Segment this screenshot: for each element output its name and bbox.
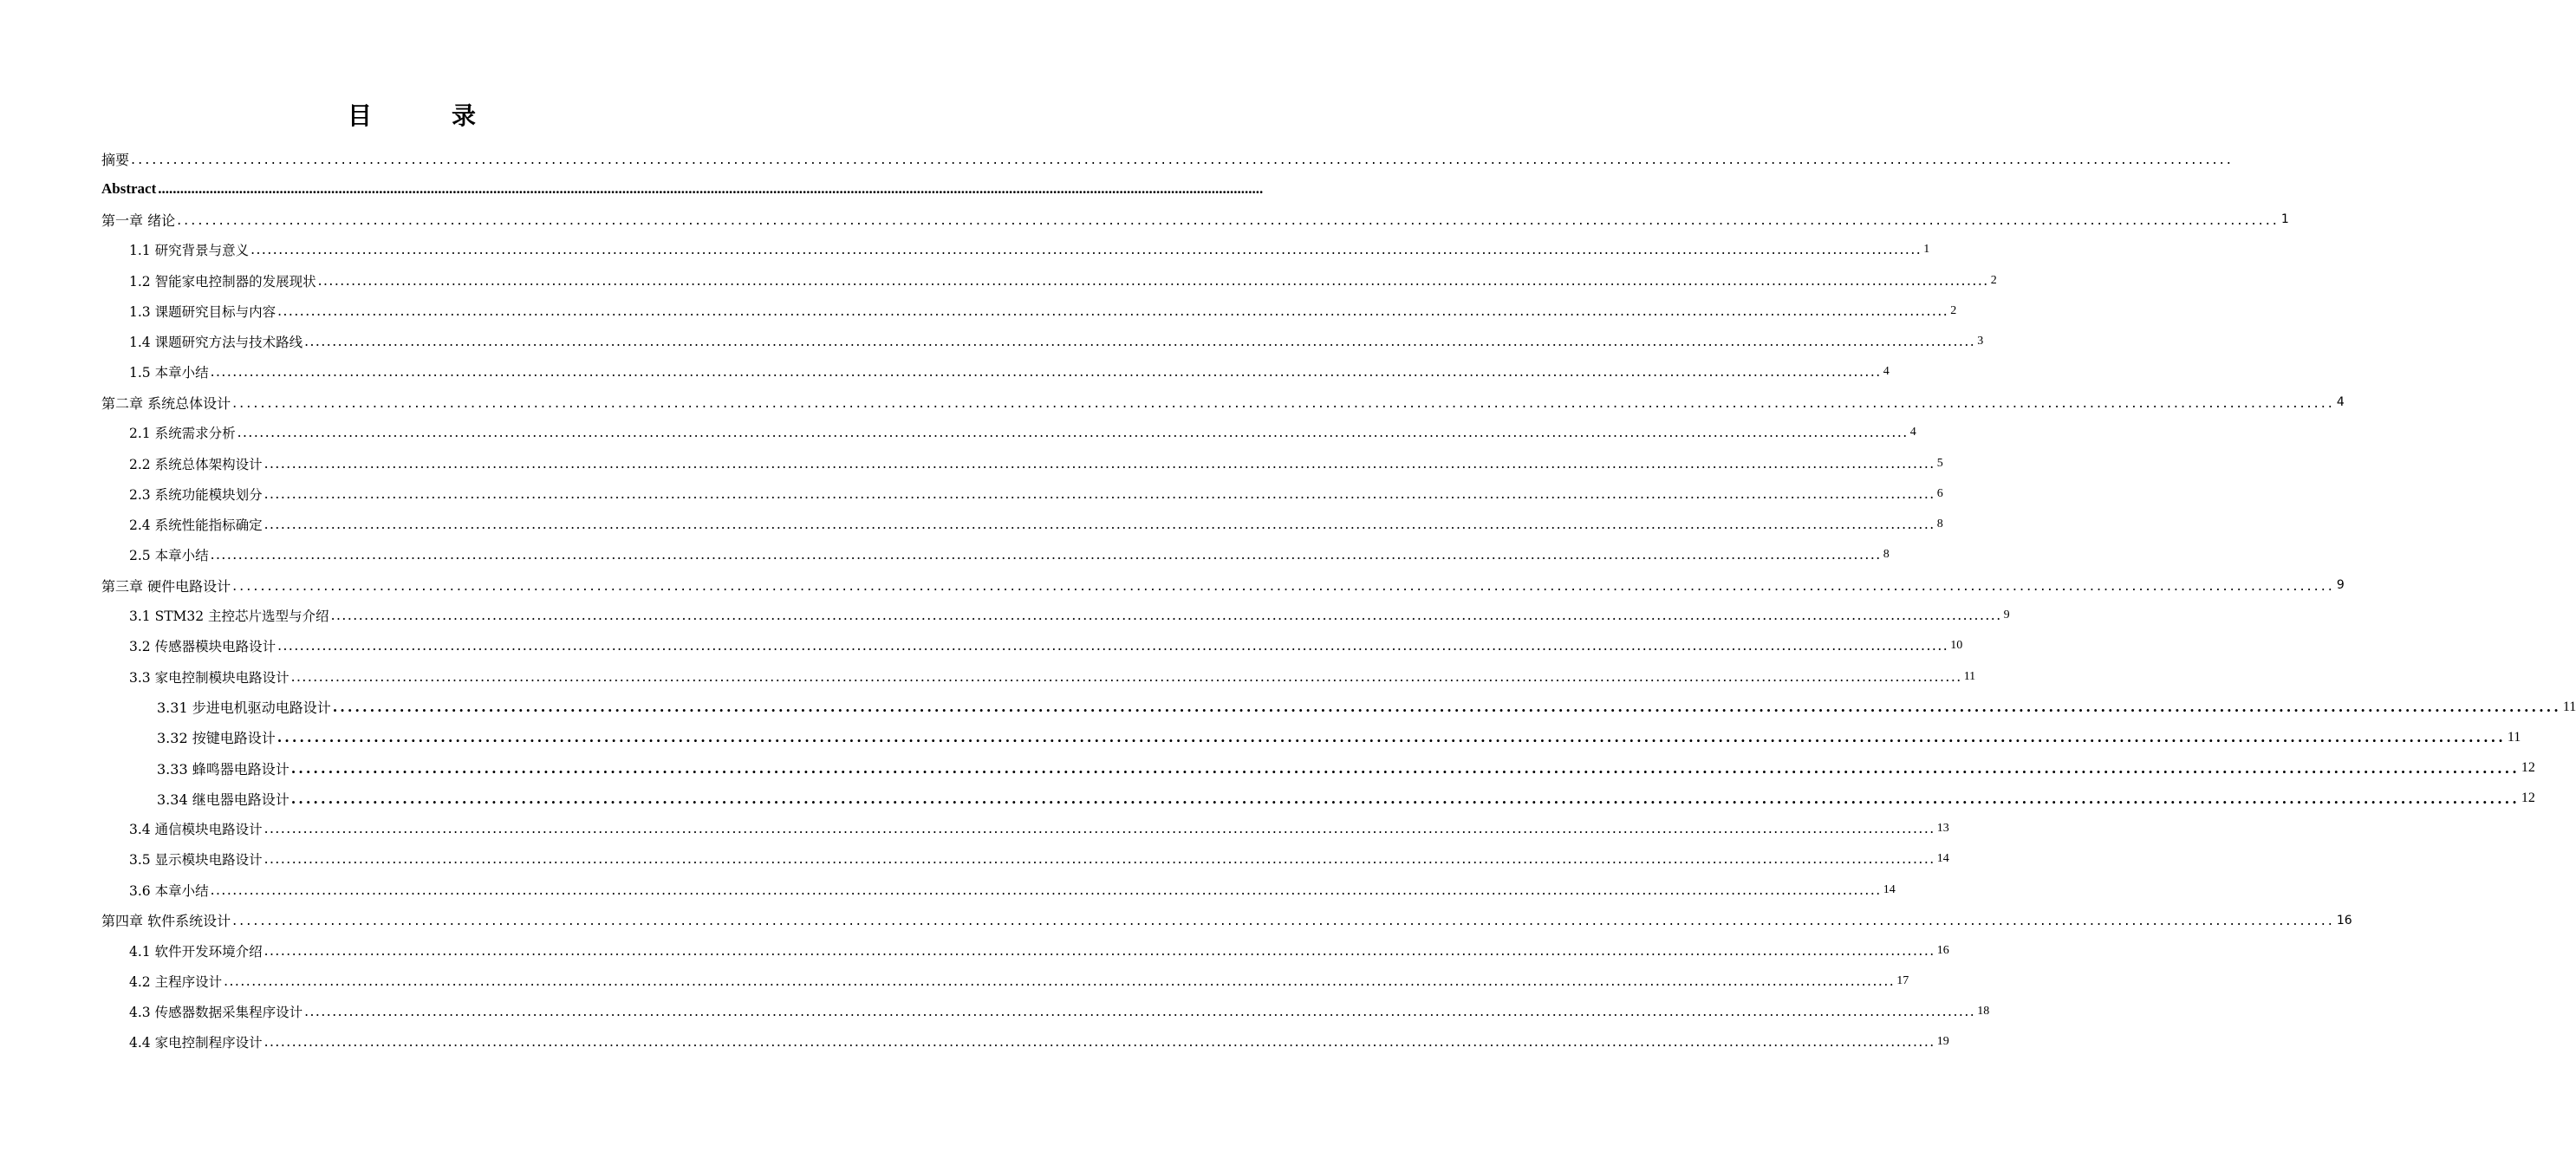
toc-entry-label: 4.2 主程序设计 bbox=[129, 974, 223, 991]
toc-page-number: 12 bbox=[2521, 760, 2535, 775]
toc-leader-dots: ............................................................................................................................................................................................................................................................................................................ bbox=[263, 821, 1935, 837]
toc-leader-dots: ............................................................................................................................................................................................................................................................................................................ bbox=[131, 150, 2234, 167]
toc-leader-dots: ............................................................................................................................................................................................................................................................................................................ bbox=[304, 1004, 1976, 1020]
toc-entry[interactable] bbox=[129, 449, 1943, 478]
toc-entry-label: 1.1 研究背景与意义 bbox=[129, 243, 250, 259]
toc-page-number: 14 bbox=[1883, 882, 1896, 896]
toc-entry[interactable] bbox=[129, 540, 1890, 569]
toc-entry[interactable] bbox=[129, 418, 1916, 447]
toc-entry-label: 3.5 显示模块电路设计 bbox=[129, 852, 263, 869]
toc-leader-dots: ............................................................................................................................................................................................................................................................................................................ bbox=[232, 912, 2335, 929]
toc-leader-dots: ............................................................................................................................................................................................................................................................................................................ bbox=[177, 211, 2280, 228]
toc-page-number: 9 bbox=[2003, 609, 2010, 622]
toc-entry-label: 2.1 系统需求分析 bbox=[129, 426, 236, 442]
toc-page-number: 16 bbox=[2336, 913, 2352, 927]
toc-entry-label: 3.33 蜂鸣器电路设计 bbox=[157, 760, 289, 778]
toc-leader-dots: ............................................................................................................................................................................................................................................................................................................ bbox=[290, 668, 1962, 685]
toc-entry-label: 1.2 智能家电控制器的发展现状 bbox=[129, 273, 316, 290]
toc-page-number: 8 bbox=[1883, 547, 1890, 561]
toc-entry[interactable] bbox=[129, 966, 1909, 996]
toc-entry-label: 3.6 本章小结 bbox=[129, 882, 209, 899]
toc-page-number: 11 bbox=[1963, 669, 1976, 683]
toc-entry-label: 4.1 软件开发环境介绍 bbox=[129, 943, 263, 960]
toc-entry-label: Abstract bbox=[101, 180, 157, 198]
toc-entry-label: 2.2 系统总体架构设计 bbox=[129, 456, 263, 472]
toc-leader-dots: ............................................................................................................................................................................................................................................................................................................ bbox=[263, 942, 1935, 959]
toc-page-number: 14 bbox=[1936, 852, 1949, 866]
toc-entry[interactable] bbox=[129, 357, 1890, 387]
toc-leader-dots: ............................................................................................................................................................................................................................................................................................................ bbox=[263, 516, 1935, 532]
toc-entry[interactable] bbox=[157, 753, 2535, 783]
toc-page-number: 18 bbox=[1977, 1005, 1990, 1019]
toc-entry[interactable] bbox=[129, 1027, 1949, 1057]
toc-leader-dots: ............................................................................................................................................................................................................................................................................................................ bbox=[290, 759, 2520, 777]
toc-entry-label: 3.2 传感器模块电路设计 bbox=[129, 639, 276, 655]
toc-leader-dots: ............................................................................................................................................................................................................................................................................................................ bbox=[232, 394, 2335, 411]
toc-page-number: 9 bbox=[2336, 578, 2345, 593]
toc-entry[interactable] bbox=[129, 997, 1990, 1026]
toc-entry[interactable] bbox=[129, 327, 1984, 356]
toc-entry[interactable] bbox=[129, 266, 1997, 296]
toc-page-number: 2 bbox=[1990, 273, 1997, 287]
toc-page-number: 1 bbox=[2280, 212, 2289, 227]
toc-entry-label: 第一章 绪论 bbox=[101, 212, 176, 229]
toc-page-number: 17 bbox=[1896, 974, 1909, 988]
toc-entry[interactable] bbox=[129, 662, 1976, 692]
toc-entry-label: 1.5 本章小结 bbox=[129, 365, 209, 381]
toc-entry-label: 3.1 STM32 主控芯片选型与介绍 bbox=[129, 609, 329, 625]
toc-leader-dots: ............................................................................................................................................................................................................................................................................................................ bbox=[263, 485, 1935, 502]
toc-entry-label: 3.34 继电器电路设计 bbox=[157, 791, 289, 808]
toc-entry[interactable] bbox=[101, 906, 2352, 935]
toc-page-number: 12 bbox=[2521, 791, 2535, 806]
toc-entry-label: 摘要 bbox=[101, 151, 130, 168]
toc-leader-dots: ............................................................................................................................................................................................................................................................................................................ bbox=[330, 608, 2002, 624]
toc-leader-dots: ............................................................................................................................................................................................................................................................................................................ bbox=[276, 729, 2506, 746]
toc-page-number: 2 bbox=[1950, 303, 1957, 317]
page-title: 目 录 bbox=[347, 101, 504, 130]
toc-leader-dots: ............................................................................................................................................................................................................................................................................................................ bbox=[158, 180, 1264, 198]
toc-entry[interactable] bbox=[129, 601, 2010, 630]
toc-leader-dots: ............................................................................................................................................................................................................................................................................................................ bbox=[332, 699, 2561, 716]
toc-entry-label: 2.3 系统功能模块划分 bbox=[129, 486, 263, 503]
toc-leader-dots: ............................................................................................................................................................................................................................................................................................................ bbox=[250, 242, 1922, 258]
toc-entry[interactable] bbox=[129, 510, 1943, 539]
toc-leader-dots: ............................................................................................................................................................................................................................................................................................................ bbox=[304, 333, 1976, 349]
toc-entry[interactable] bbox=[101, 174, 1264, 204]
toc-page-number: 10 bbox=[1950, 639, 1963, 653]
toc-entry[interactable] bbox=[129, 631, 1963, 661]
toc-leader-dots: ............................................................................................................................................................................................................................................................................................................ bbox=[263, 455, 1935, 472]
toc-entry-label: 3.32 按键电路设计 bbox=[157, 730, 276, 747]
toc-leader-dots: ............................................................................................................................................................................................................................................................................................................ bbox=[317, 272, 1989, 289]
toc-page-number: 4 bbox=[2336, 395, 2345, 410]
toc-leader-dots: ............................................................................................................................................................................................................................................................................................................ bbox=[263, 851, 1935, 868]
toc-leader-dots: ............................................................................................................................................................................................................................................................................................................ bbox=[277, 303, 1949, 319]
toc-page-number: 4 bbox=[1909, 426, 1916, 439]
toc-page-number: 1 bbox=[1923, 243, 1930, 257]
toc-entry[interactable] bbox=[157, 784, 2535, 813]
toc-entry-label: 4.4 家电控制程序设计 bbox=[129, 1035, 263, 1051]
toc-entry[interactable] bbox=[157, 693, 2576, 722]
toc-entry-label: 3.31 步进电机驱动电路设计 bbox=[157, 700, 331, 717]
toc-entry[interactable] bbox=[129, 844, 1949, 874]
toc-entry-label: 第三章 硬件电路设计 bbox=[101, 577, 231, 595]
toc-entry[interactable] bbox=[101, 205, 2289, 234]
toc-leader-dots: ............................................................................................................................................................................................................................................................................................................ bbox=[210, 364, 1882, 381]
toc-entry-label: 1.4 课题研究方法与技术路线 bbox=[129, 334, 303, 350]
toc-page-number: 19 bbox=[1936, 1035, 1949, 1049]
toc-entry[interactable] bbox=[157, 723, 2521, 752]
toc-entry[interactable] bbox=[129, 936, 1949, 966]
toc-entry-label: 第二章 系统总体设计 bbox=[101, 394, 231, 412]
toc-entry[interactable] bbox=[101, 570, 2345, 600]
toc-page-number: 3 bbox=[1977, 334, 1984, 348]
toc-leader-dots: ............................................................................................................................................................................................................................................................................................................ bbox=[210, 546, 1882, 563]
toc-leader-dots: ............................................................................................................................................................................................................................................................................................................ bbox=[237, 425, 1909, 441]
toc-entry[interactable] bbox=[129, 814, 1949, 843]
toc-page-number: 5 bbox=[1936, 456, 1943, 470]
toc-entry-label: 1.3 课题研究目标与内容 bbox=[129, 303, 276, 320]
toc-entry[interactable] bbox=[129, 235, 1930, 264]
toc-entry[interactable] bbox=[101, 387, 2345, 417]
toc-page-number: 8 bbox=[1936, 517, 1943, 530]
toc-page-number: 11 bbox=[2507, 729, 2521, 745]
toc-leader-dots: ............................................................................................................................................................................................................................................................................................................ bbox=[263, 1034, 1935, 1051]
toc-leader-dots: ............................................................................................................................................................................................................................................................................................................ bbox=[210, 882, 1882, 898]
toc-entry[interactable] bbox=[129, 479, 1943, 509]
toc-entry-label: 3.3 家电控制模块电路设计 bbox=[129, 669, 289, 686]
toc-leader-dots: ............................................................................................................................................................................................................................................................................................................ bbox=[232, 576, 2335, 594]
toc-entry-label: 3.4 通信模块电路设计 bbox=[129, 822, 263, 838]
toc-entry-label: 2.5 本章小结 bbox=[129, 547, 209, 563]
toc-page-number: 13 bbox=[1936, 822, 1949, 836]
toc-leader-dots: ............................................................................................................................................................................................................................................................................................................ bbox=[277, 638, 1949, 654]
toc-page-number: 6 bbox=[1936, 486, 1943, 500]
toc-page-number: 4 bbox=[1883, 365, 1890, 379]
toc-leader-dots: ............................................................................................................................................................................................................................................................................................................ bbox=[290, 790, 2520, 807]
toc-page-number: 11 bbox=[2562, 699, 2576, 714]
toc-entry[interactable] bbox=[129, 875, 1896, 905]
toc-entry-label: 4.3 传感器数据采集程序设计 bbox=[129, 1005, 303, 1021]
toc-entry-label: 第四章 软件系统设计 bbox=[101, 913, 231, 930]
toc-entry-label: 2.4 系统性能指标确定 bbox=[129, 517, 263, 533]
toc-leader-dots: ............................................................................................................................................................................................................................................................................................................ bbox=[224, 973, 1896, 990]
toc-entry[interactable] bbox=[101, 144, 2234, 173]
toc-page-number: 16 bbox=[1936, 943, 1949, 957]
toc-entry[interactable] bbox=[129, 296, 1957, 326]
